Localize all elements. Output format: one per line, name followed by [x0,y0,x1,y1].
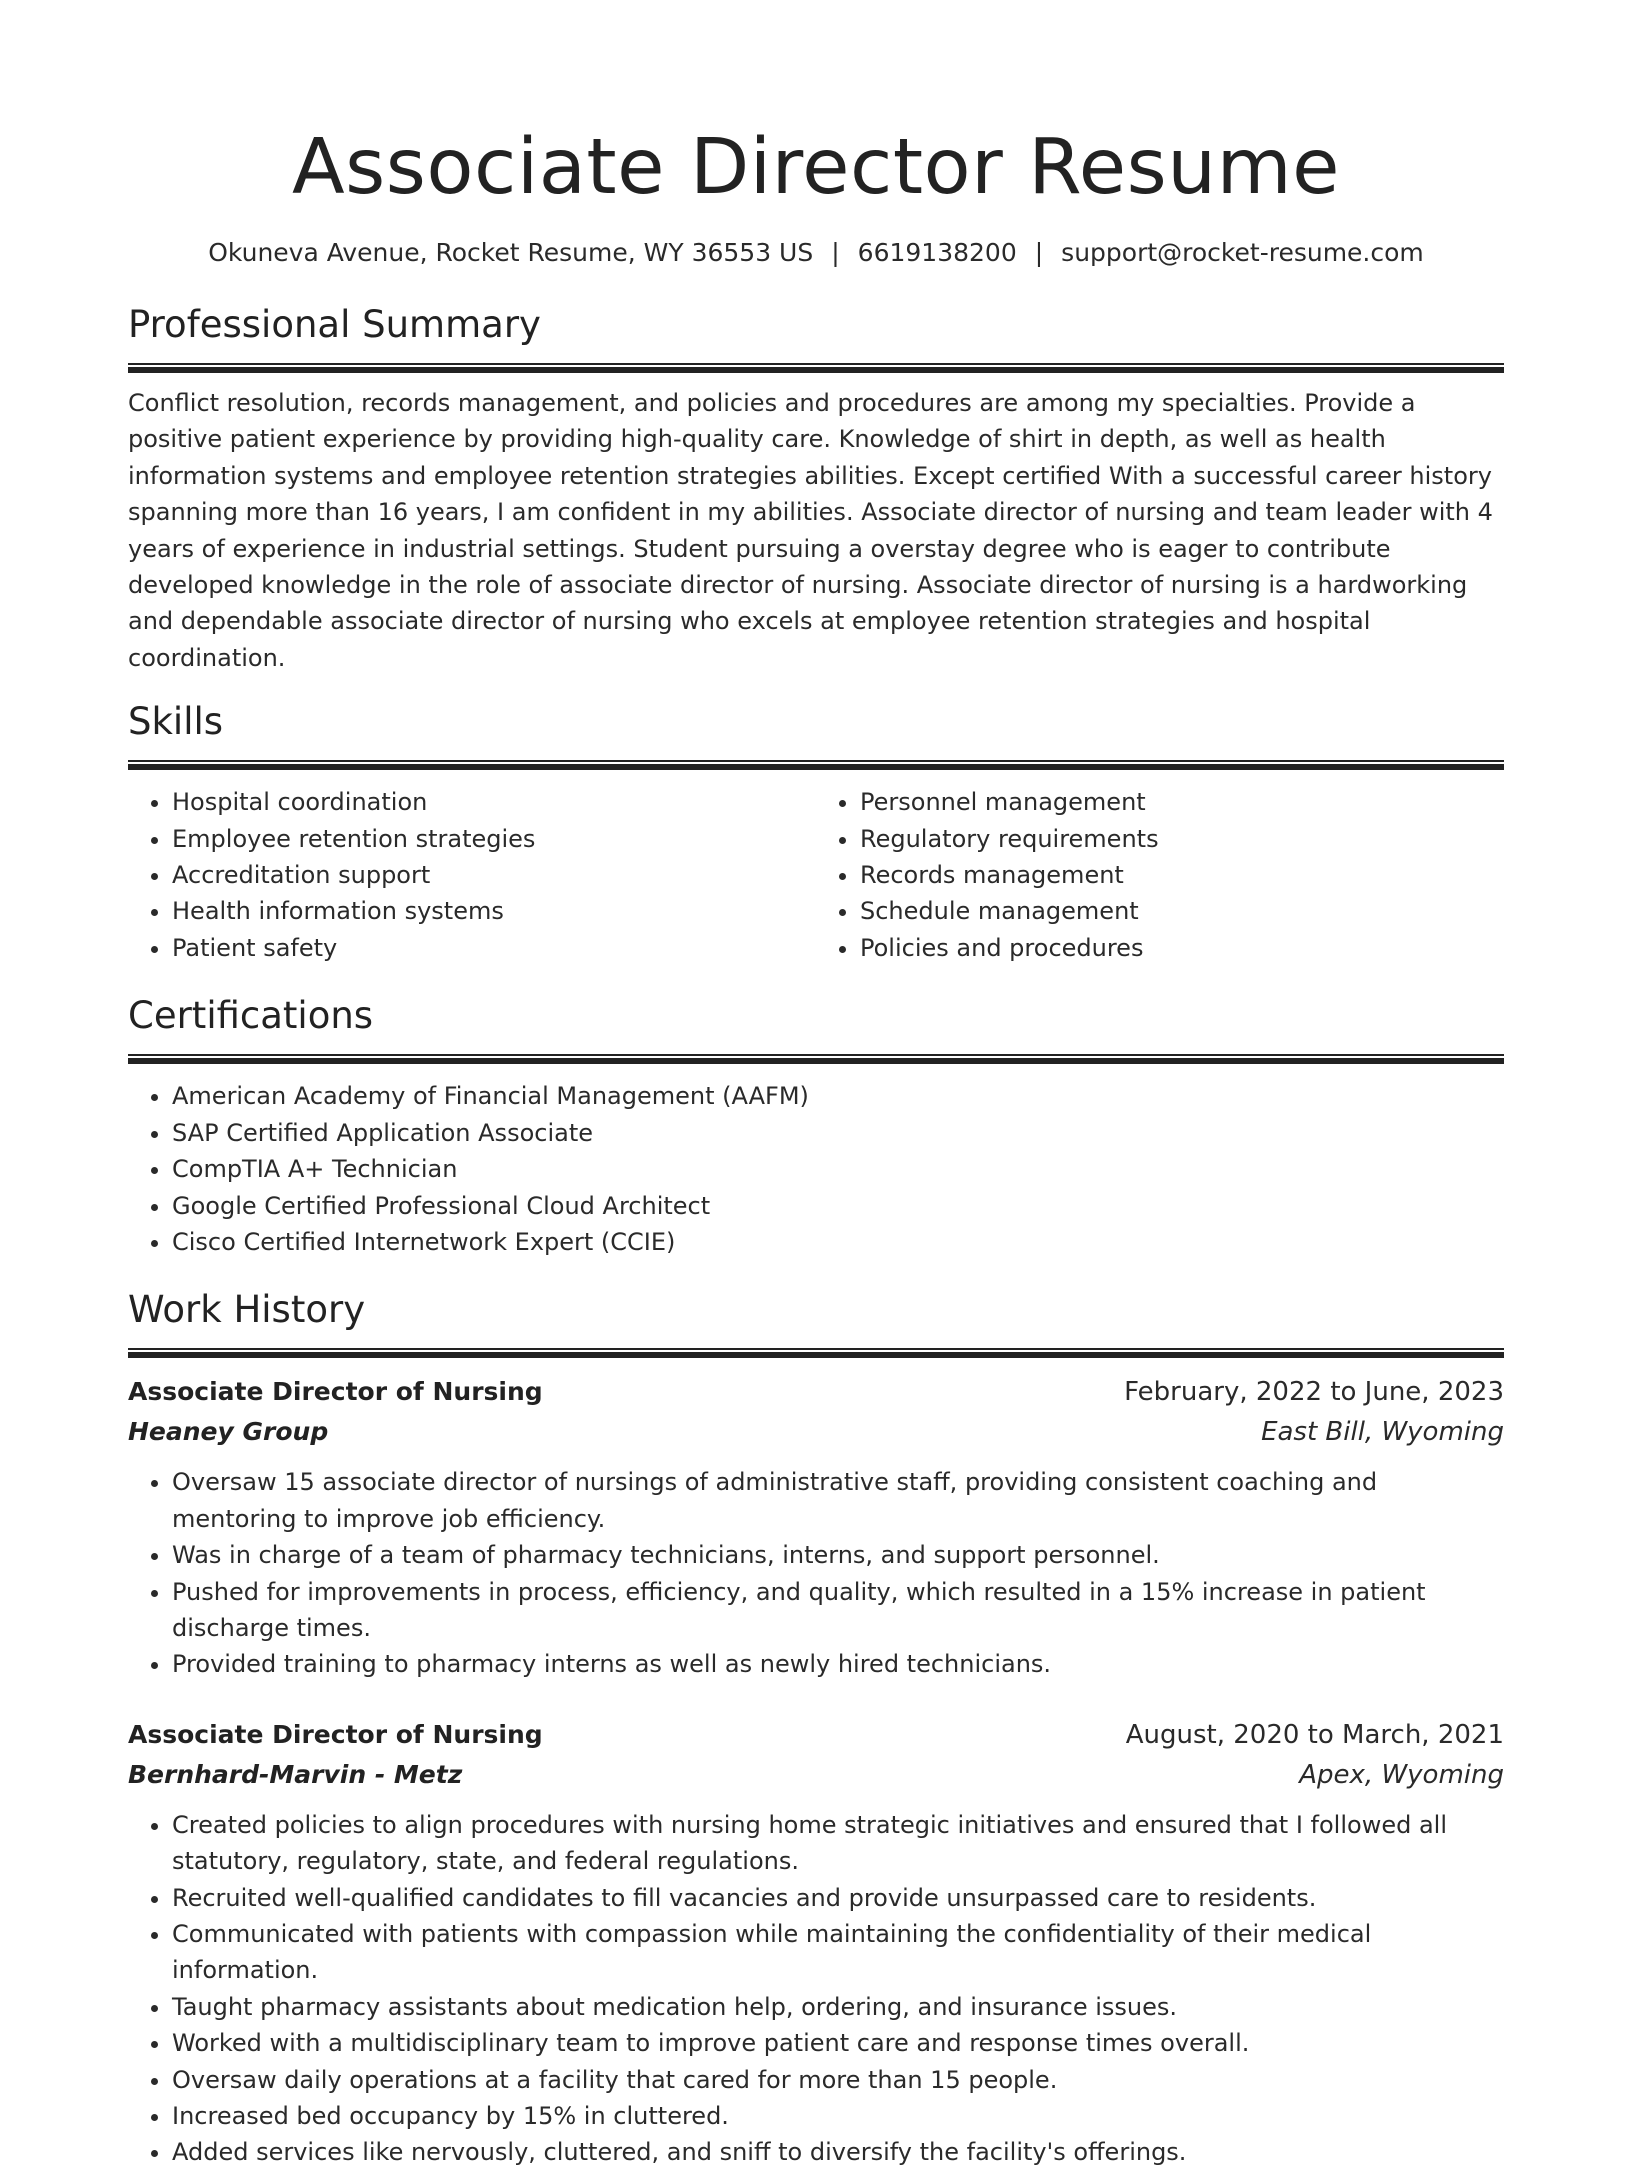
contact-address: Okuneva Avenue, Rocket Resume, WY 36553 US [208,238,814,267]
job-subheader [128,1412,1504,1452]
contact-separator: | [1034,238,1044,267]
job-bullet-list [128,1464,1504,1682]
skills-columns [128,784,1504,966]
section-divider [128,363,1504,373]
job-company: Heaney Group [128,1417,329,1447]
job-bullet: • Pushed for improvements in process, efficiency, and quality, which resulted in a 15% increase in patient discharge times. [172,1574,1504,1647]
job-dates: February, 2022 to June, 2023 [1124,1377,1504,1408]
skill-item: • Schedule management [860,893,1504,929]
contact-separator: | [831,238,840,267]
section-heading-summary: Professional Summary [128,303,541,346]
job-bullet: • Oversaw daily operations at a facility that cared for more than 15 people. [172,2062,1504,2098]
section-heading-work-history: Work History [128,1288,366,1332]
section-divider [128,760,1504,770]
certifications-list [128,1078,1504,1260]
section-heading-certifications: Certifications [128,994,374,1038]
skills-list-left [128,784,816,966]
contact-email: support@rocket-resume.com [1061,238,1424,267]
skill-item: • Health information systems [172,893,816,929]
certification-item: • American Academy of Financial Management (AAFM) [172,1078,1504,1114]
job-location: Apex, Wyoming [1299,1759,1504,1790]
job-bullet: • Taught pharmacy assistants about medication help, ordering, and insurance issues. [172,1989,1504,2025]
section-heading-skills: Skills [128,700,224,744]
skill-item: • Accreditation support [172,857,816,893]
contact-phone: 6619138200 [857,238,1017,267]
job-bullet: • Added services like nervously, cluttered, and sniff to diversify the facility's offerings. [172,2134,1504,2170]
job-bullet-list [128,1807,1504,2171]
certification-item: • CompTIA A+ Technician [172,1151,1504,1187]
resume-title: Associate Director Resume [292,123,1340,212]
job-bullet: • Provided training to pharmacy interns as well as newly hired technicians. [172,1646,1504,1682]
summary-section [128,301,1504,676]
job-bullet: • Recruited well-qualified candidates to fill vacancies and provide unsurpassed care to residents. [172,1880,1504,1916]
skill-item: • Personnel management [860,784,1504,820]
job-bullet: • Worked with a multidisciplinary team to improve patient care and response times overall. [172,2025,1504,2061]
skills-list-right [816,784,1504,966]
certifications-section [128,992,1504,1260]
job-bullet: • Increased bed occupancy by 15% in cluttered. [172,2098,1504,2134]
skill-item: • Hospital coordination [172,784,816,820]
job-company: Bernhard-Marvin - Metz [128,1759,463,1789]
contact-line [128,236,1504,270]
skill-item: • Policies and procedures [860,930,1504,966]
summary-text: Conflict resolution, records management, and policies and procedures are among my specialties. Provide a positive patient experience by providing high-quality care. Knowledge of shirt in depth, as well as health information systems and employee retention strategies abilities. Except certified With a successful career history spanning more than 16 years, I am confident in my abilities. Associate director of nursing and team leader with 4 years of experience in industrial settings. Student pursuing a overstay degree who is eager to contribute developed knowledge in the role of associate director of nursing. Associate director of nursing is a hardworking and dependable associate director of nursing who excels at employee retention strategies and hospital coordination. [128,389,1493,672]
job-title: Associate Director of Nursing [128,1719,543,1749]
skill-item: • Records management [860,857,1504,893]
skill-item: • Patient safety [172,930,816,966]
skill-item: • Employee retention strategies [172,821,816,857]
section-divider [128,1054,1504,1064]
job-header [128,1372,1504,1412]
certification-item: • SAP Certified Application Associate [172,1115,1504,1151]
job-entry [128,1715,1504,2171]
job-location: East Bill, Wyoming [1261,1417,1504,1448]
skill-item: • Regulatory requirements [860,821,1504,857]
job-dates: August, 2020 to March, 2021 [1125,1719,1504,1750]
job-entry [128,1372,1504,1682]
job-bullet: • Created policies to align procedures with nursing home strategic initiatives and ensured that I followed all statutory, regulatory, state, and federal regulations. [172,1807,1504,1880]
certification-item: • Google Certified Professional Cloud Architect [172,1188,1504,1224]
resume-page [128,0,1504,2171]
job-bullet: • Oversaw 15 associate director of nursings of administrative staff, providing consistent coaching and mentoring to improve job efficiency. [172,1464,1504,1537]
job-bullet: • Was in charge of a team of pharmacy technicians, interns, and support personnel. [172,1537,1504,1573]
section-divider [128,1348,1504,1358]
certification-item: • Cisco Certified Internetwork Expert (CCIE) [172,1224,1504,1260]
skills-section [128,698,1504,966]
work-history-section [128,1286,1504,2171]
job-title: Associate Director of Nursing [128,1377,543,1407]
job-header [128,1715,1504,1755]
job-subheader [128,1755,1504,1795]
job-bullet: • Communicated with patients with compassion while maintaining the confidentiality of their medical information. [172,1916,1504,1989]
